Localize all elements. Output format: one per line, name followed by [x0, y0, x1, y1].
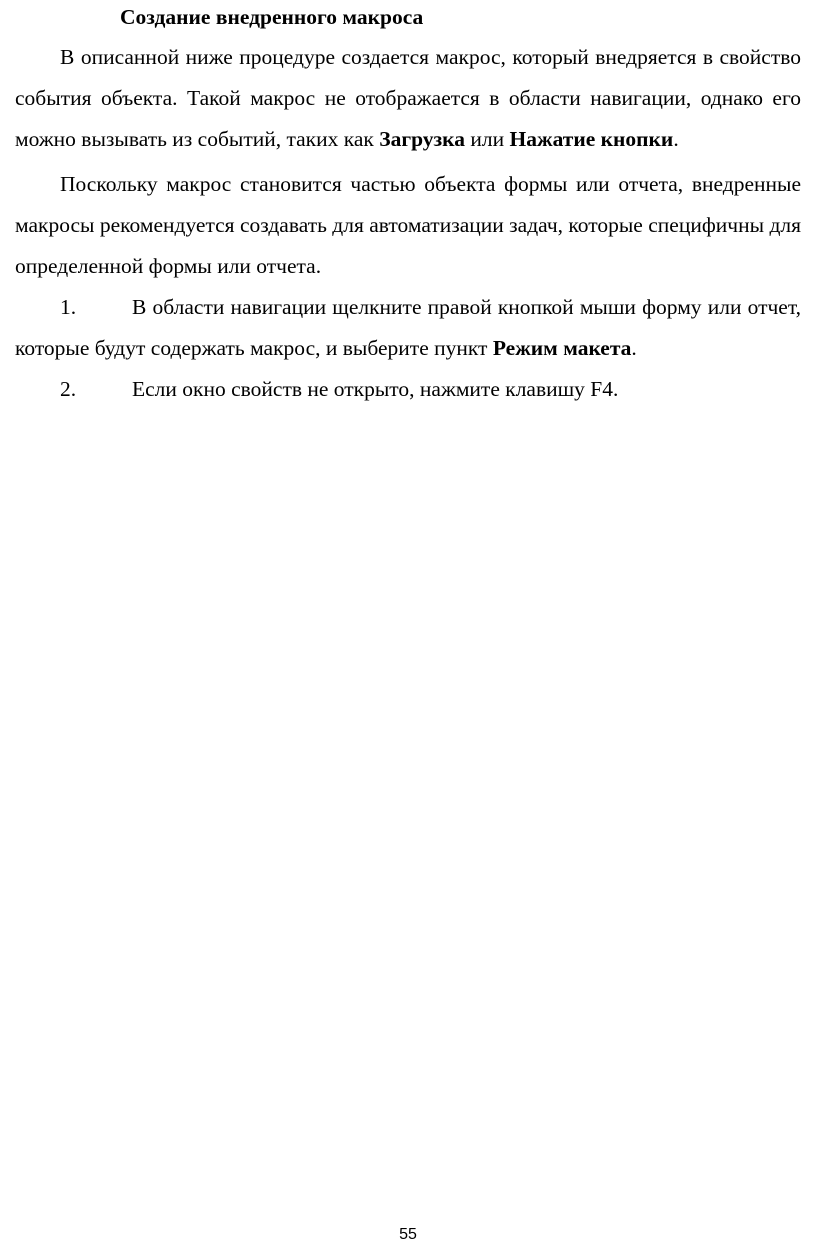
page-number: 55 [399, 1226, 417, 1243]
term-button-click: Нажатие кнопки [509, 127, 674, 151]
paragraph-purpose: Поскольку макрос становится частью объекта формы или отчета, внедренные макросы рекомендуется создавать для автоматизации задач, которые специфичны для определенной формы или отчета. [15, 172, 801, 278]
step-number-1: 1. [60, 295, 77, 319]
step-item-1 [15, 287, 801, 369]
paragraph-intro-text: В описанной ниже процедуре создается макрос, который внедряется в свойство события объекта. Такой макрос не отображается в области навигации, однако его можно вызывать из событий, таких как [15, 45, 801, 151]
step-text-2: Если окно свойств не открыто, нажмите клавишу F4. [132, 377, 619, 401]
section-heading: Создание внедренного макроса [120, 5, 424, 29]
step-number-2: 2. [60, 377, 77, 401]
paragraph-intro-connector: или [465, 127, 510, 151]
term-load: Загрузка [379, 127, 465, 151]
paragraph-intro [15, 37, 801, 160]
term-layout-view: Режим макета [492, 336, 632, 360]
step-item-2 [15, 369, 801, 410]
step-text-1-end: . [631, 336, 637, 360]
paragraph-intro-end: . [673, 127, 679, 151]
page-content [15, 2, 801, 410]
step-text-1: В области навигации щелкните правой кнопкой мыши форму или отчет, которые будут содержать макрос, и выберите пункт [15, 295, 801, 360]
